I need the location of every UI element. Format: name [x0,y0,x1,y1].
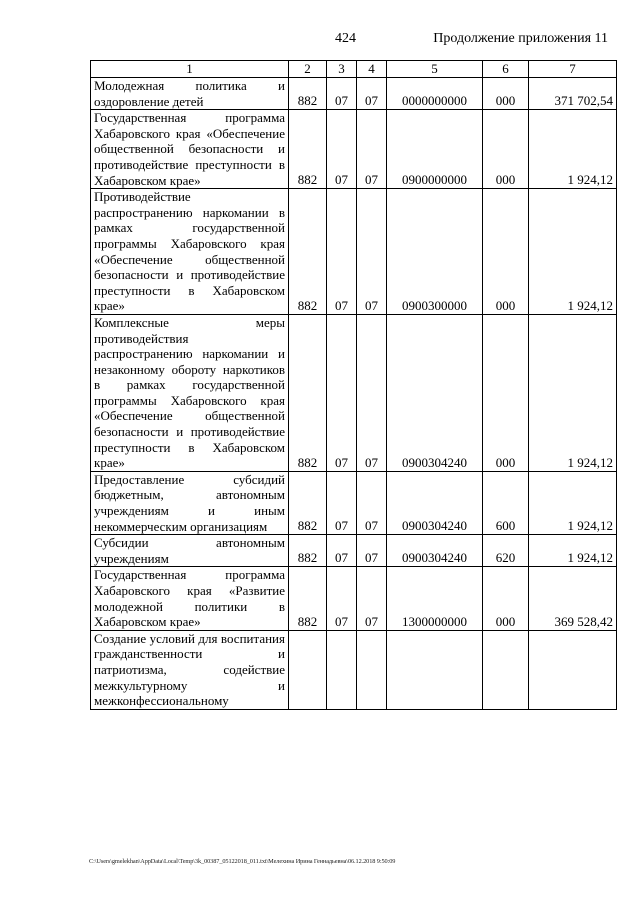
table-row [91,189,617,315]
row-name: Предоставление субсидий бюджетным, автономным учреждениям и иным некоммерческим организациям [91,471,289,534]
row-name: Субсидии автономным учреждениям [91,535,289,567]
subsection-code: 07 [357,314,387,471]
ministry-code [289,630,327,709]
column-header: 3 [327,61,357,78]
target-code: 1300000000 [387,567,483,630]
subsection-code [357,630,387,709]
budget-table [90,60,617,710]
table-row [91,471,617,534]
target-code: 0900304240 [387,471,483,534]
amount: 1 924,12 [529,314,617,471]
column-header: 2 [289,61,327,78]
row-name: Комплексные меры противодействия распространению наркомании и незаконному обороту наркотиков в рамках государственной программы Хабаровского края «Обеспечение общественной безопасности и противодействие преступности в Хабаровском крае» [91,314,289,471]
section-code: 07 [327,189,357,315]
section-code: 07 [327,535,357,567]
amount: 1 924,12 [529,189,617,315]
target-code: 0900304240 [387,535,483,567]
table-row [91,567,617,630]
table-row [91,630,617,709]
column-header: 5 [387,61,483,78]
row-name: Противодействие распространению наркомании в рамках государственной программы Хабаровского края «Обеспечение общественной безопасности и противодействие преступности в Хабаровском крае» [91,189,289,315]
expense-type-code: 600 [483,471,529,534]
section-code: 07 [327,567,357,630]
subsection-code: 07 [357,471,387,534]
section-code: 07 [327,471,357,534]
expense-type-code [483,630,529,709]
subsection-code: 07 [357,567,387,630]
target-code: 0900000000 [387,110,483,189]
subsection-code: 07 [357,535,387,567]
row-name: Создание условий для воспитания гражданственности и патриотизма, содействие межкультурному и межконфессиональному [91,630,289,709]
amount [529,630,617,709]
table-row [91,110,617,189]
ministry-code: 882 [289,567,327,630]
amount: 371 702,54 [529,78,617,110]
target-code: 0900304240 [387,314,483,471]
amount: 1 924,12 [529,535,617,567]
ministry-code: 882 [289,535,327,567]
column-header: 6 [483,61,529,78]
expense-type-code: 000 [483,78,529,110]
section-code: 07 [327,78,357,110]
table-row [91,78,617,110]
table-row [91,535,617,567]
amount: 369 528,42 [529,567,617,630]
ministry-code: 882 [289,471,327,534]
ministry-code: 882 [289,314,327,471]
ministry-code: 882 [289,78,327,110]
row-name: Государственная программа Хабаровского края «Развитие молодежной политики в Хабаровском крае» [91,567,289,630]
section-code: 07 [327,110,357,189]
column-number-row [91,61,617,78]
table-row [91,314,617,471]
row-name: Молодежная политика и оздоровление детей [91,78,289,110]
continuation-label: Продолжение приложения 11 [433,31,608,46]
expense-type-code: 000 [483,110,529,189]
section-code [327,630,357,709]
amount: 1 924,12 [529,471,617,534]
section-code: 07 [327,314,357,471]
target-code: 0000000000 [387,78,483,110]
subsection-code: 07 [357,78,387,110]
amount: 1 924,12 [529,110,617,189]
expense-type-code: 000 [483,189,529,315]
ministry-code: 882 [289,189,327,315]
expense-type-code: 000 [483,567,529,630]
expense-type-code: 000 [483,314,529,471]
subsection-code: 07 [357,189,387,315]
row-name: Государственная программа Хабаровского края «Обеспечение общественной безопасности и противодействие преступности в Хабаровском крае» [91,110,289,189]
column-header: 4 [357,61,387,78]
column-header: 7 [529,61,617,78]
target-code [387,630,483,709]
expense-type-code: 620 [483,535,529,567]
page-number: 424 [335,31,356,46]
column-header: 1 [91,61,289,78]
subsection-code: 07 [357,110,387,189]
footer-file-path: C:\Users\gmelekhan\AppData\Local\Temp\3k_00387_05122018_011.txt\Мелехина Ирина Геннадьевна\06.12.2018 9:50:09 [89,858,396,865]
ministry-code: 882 [289,110,327,189]
target-code: 0900300000 [387,189,483,315]
